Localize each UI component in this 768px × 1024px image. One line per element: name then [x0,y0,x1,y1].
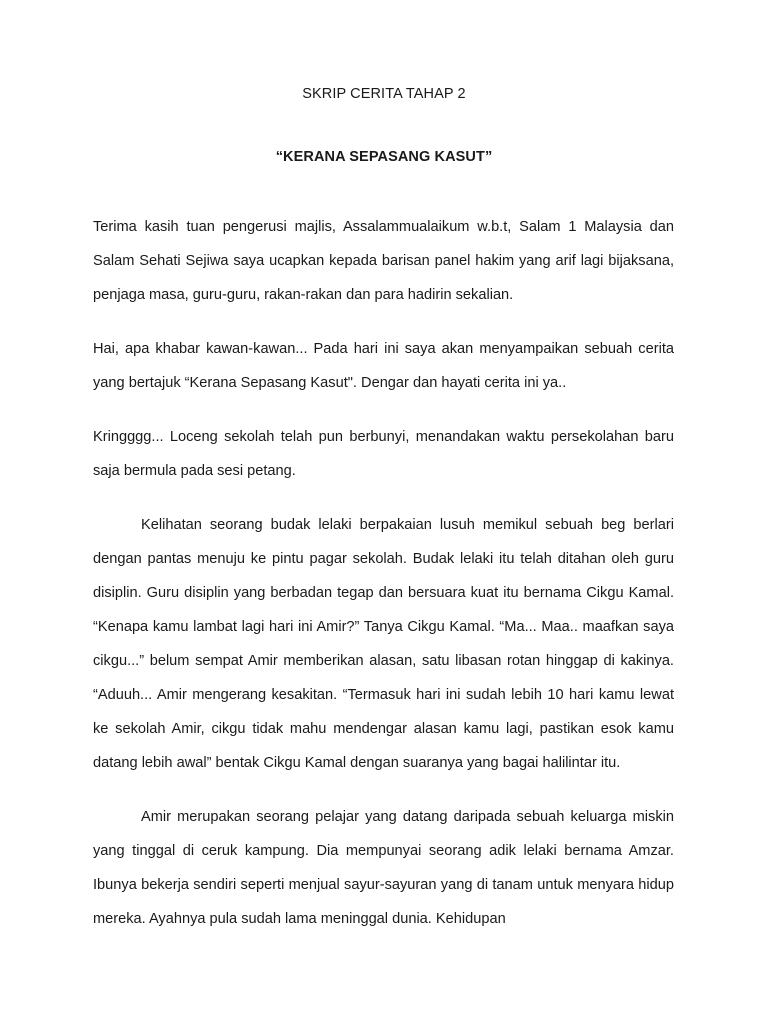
story-title: “KERANA SEPASANG KASUT” [275,149,493,165]
script-title: SKRIP CERITA TAHAP 2 [302,86,466,102]
paragraph-school-bell: Kringggg... Loceng sekolah telah pun berbunyi, menandakan waktu persekolahan baru saja bermula pada sesi petang. [93,429,674,479]
paragraph-late-boy: Kelihatan seorang budak lelaki berpakaian lusuh memikul sebuah beg berlari dengan pantas menuju ke pintu pagar sekolah. Budak lelaki itu telah ditahan oleh guru disiplin. Guru disiplin yang berbadan tegap dan bersuara kuat itu bernama Cikgu Kamal. “Kenapa kamu lambat lagi hari ini Amir?” Tanya Cikgu Kamal. “Ma... Maa.. maafkan saya cikgu...” belum sempat Amir memberikan alasan, satu libasan rotan hinggap di kakinya. “Aduuh... Amir mengerang kesakitan. “Termasuk hari ini sudah lebih 10 hari kamu lewat ke sekolah Amir, cikgu tidak mahu mendengar alasan kamu lagi, pastikan esok kamu datang lebih awal” bentak Cikgu Kamal dengan suaranya yang bagai halilintar itu. [93,517,674,771]
paragraph-introduction: Hai, apa khabar kawan-kawan... Pada hari ini saya akan menyampaikan sebuah cerita yang bertajuk “Kerana Sepasang Kasut". Dengar dan hayati cerita ini ya.. [93,341,674,391]
paragraph-greeting: Terima kasih tuan pengerusi majlis, Assalammualaikum w.b.t, Salam 1 Malaysia dan Salam Sehati Sejiwa saya ucapkan kepada barisan panel hakim yang arif lagi bijaksana, penjaga masa, guru-guru, rakan-rakan dan para hadirin sekalian. [93,219,674,303]
story-body [93,210,674,956]
paragraph-amir-background: Amir merupakan seorang pelajar yang datang daripada sebuah keluarga miskin yang tinggal di ceruk kampung. Dia mempunyai seorang adik lelaki bernama Amzar. Ibunya bekerja sendiri seperti menjual sayur-sayuran yang di tanam untuk menyara hidup mereka. Ayahnya pula sudah lama meninggal dunia. Kehidupan [93,809,674,927]
